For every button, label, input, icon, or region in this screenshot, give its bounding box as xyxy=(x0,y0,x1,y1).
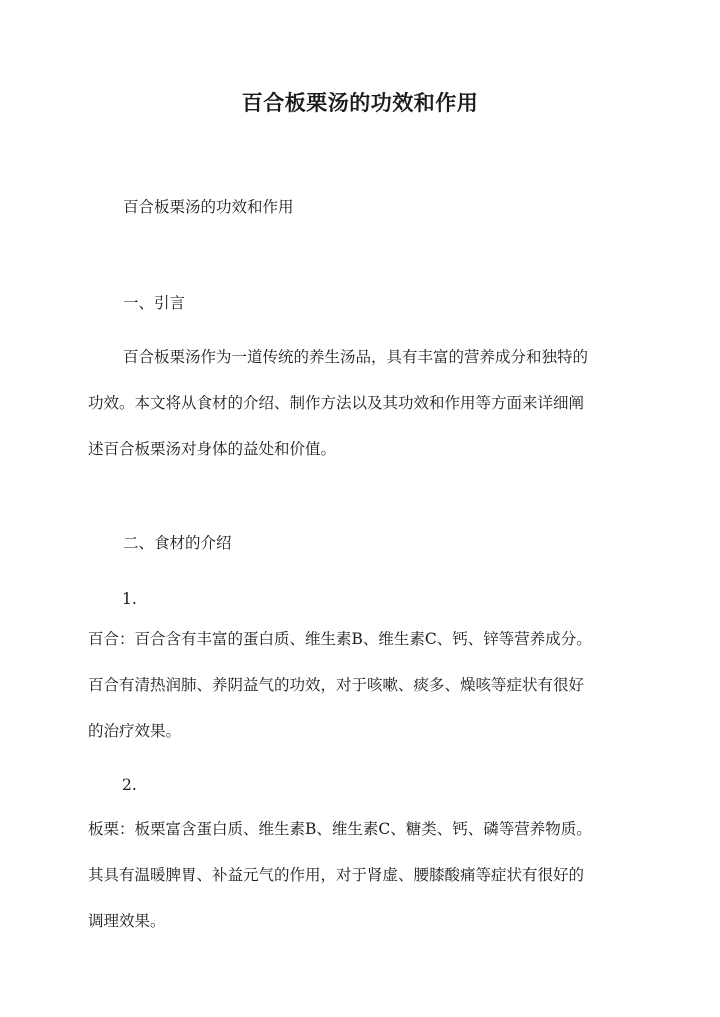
section-heading-ingredients xyxy=(88,520,648,566)
section-heading-introduction xyxy=(88,280,648,326)
document-title: 百合板栗汤的功效和作用 xyxy=(241,90,479,115)
paragraph-line: 板栗：板栗富含蛋白质、维生素B、维生素C、糖类、钙、磷等营养物质。 xyxy=(88,820,592,838)
introduction-paragraph xyxy=(88,334,648,472)
ingredient-paragraph-chestnut xyxy=(88,806,648,944)
paragraph-line: 百合：百合含有丰富的蛋白质、维生素B、维生素C、钙、锌等营养成分。 xyxy=(88,630,592,648)
paragraph-line: 功效。本文将从食材的介绍、制作方法以及其功效和作用等方面来详细阐 xyxy=(88,394,585,412)
list-number: 1. xyxy=(122,590,137,608)
paragraph-line: 的治疗效果。 xyxy=(88,722,182,740)
paragraph-line: 百合板栗汤作为一道传统的养生汤品，具有丰富的营养成分和独特的 xyxy=(123,348,589,366)
document-subtitle xyxy=(88,184,648,230)
paragraph-line: 述百合板栗汤对身体的益处和价值。 xyxy=(88,440,337,458)
paragraph-line: 调理效果。 xyxy=(88,912,166,930)
list-number: 2. xyxy=(122,776,137,794)
section-heading-text: 一、引言 xyxy=(123,294,186,312)
paragraph-line: 其具有温暖脾胃、补益元气的作用，对于肾虚、腰膝酸痛等症状有很好的 xyxy=(88,866,585,884)
ingredient-paragraph-lily xyxy=(88,616,648,754)
section-heading-text: 二、食材的介绍 xyxy=(123,534,232,552)
paragraph-line: 百合有清热润肺、养阴益气的功效，对于咳嗽、痰多、燥咳等症状有很好 xyxy=(88,676,585,694)
subtitle-text: 百合板栗汤的功效和作用 xyxy=(123,198,294,216)
